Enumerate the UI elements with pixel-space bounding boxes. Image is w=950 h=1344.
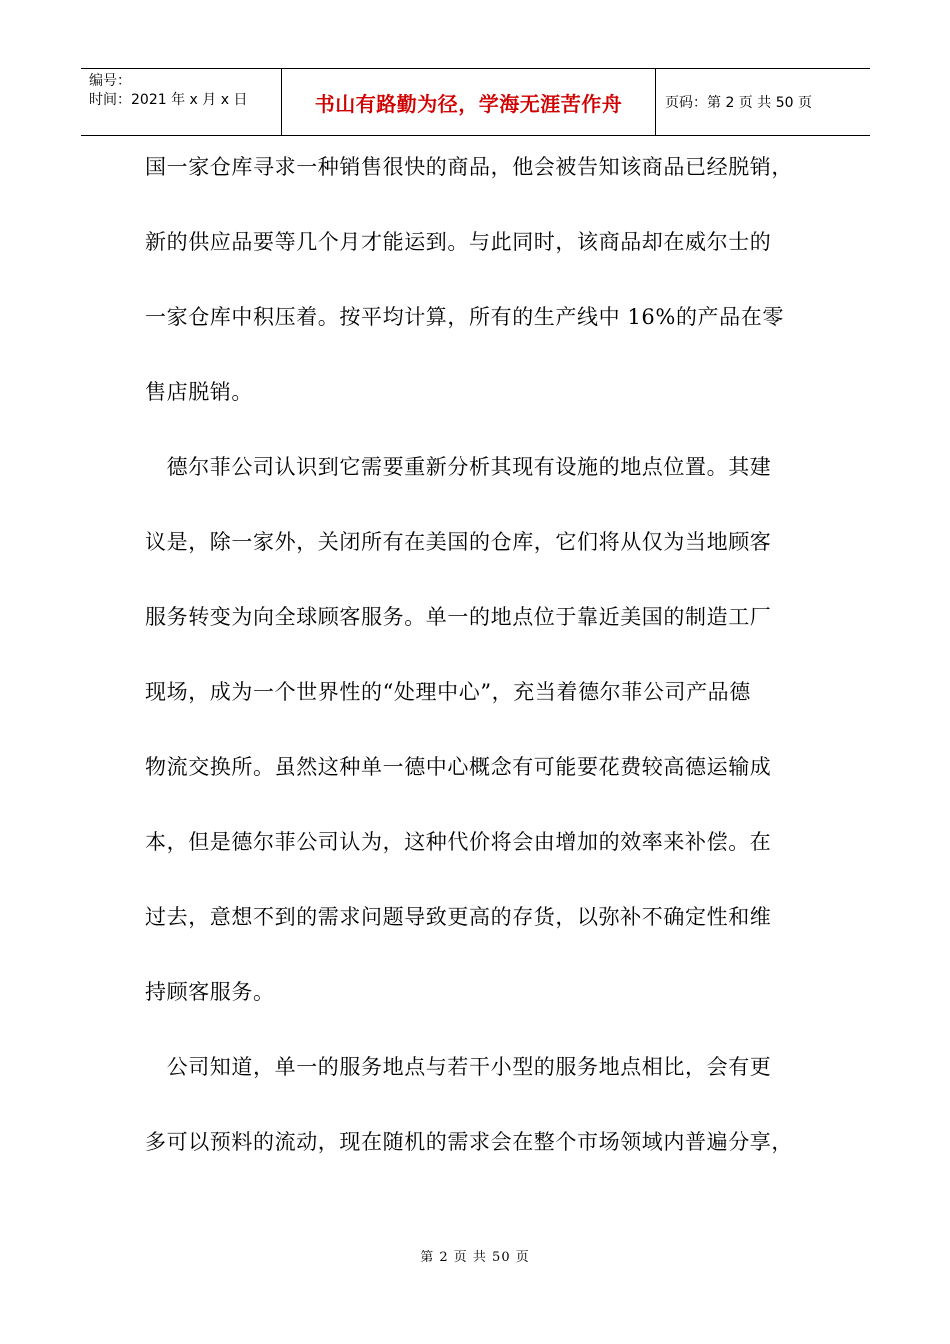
header-motto: 书山有路勤为径，学海无涯苦作舟 bbox=[281, 69, 656, 135]
body-line: 国一家仓库寻求一种销售很快的商品，他会被告知该商品已经脱销， bbox=[145, 155, 793, 179]
body-line: 现场，成为一个世界性的“处理中心”，充当着德尔菲公司产品德 bbox=[145, 680, 751, 704]
document-number-label: 编号： bbox=[89, 73, 131, 89]
body-line: 议是，除一家外，关闭所有在美国的仓库，它们将从仅为当地顾客 bbox=[145, 530, 772, 554]
body-line: 持顾客服务。 bbox=[145, 980, 275, 1004]
body-line: 售店脱销。 bbox=[145, 380, 253, 404]
body-line: 新的供应品要等几个月才能运到。与此同时，该商品却在威尔士的 bbox=[145, 230, 772, 254]
body-line: 一家仓库中积压着。按平均计算，所有的生产线中 16%的产品在零 bbox=[145, 305, 784, 329]
page-header bbox=[81, 68, 870, 136]
body-line: 过去，意想不到的需求问题导致更高的存货，以弥补不确定性和维 bbox=[145, 905, 772, 929]
header-page-info: 页码：第 2 页 共 50 页 bbox=[665, 95, 812, 111]
document-date: 时间：2021 年 x 月 x 日 bbox=[89, 92, 248, 108]
body-line: 物流交换所。虽然这种单一德中心概念有可能要花费较高德运输成 bbox=[145, 755, 772, 779]
page-footer: 第 2 页 共 50 页 bbox=[420, 1250, 530, 1265]
body-line: 公司知道，单一的服务地点与若干小型的服务地点相比，会有更 bbox=[145, 1055, 772, 1079]
body-line: 多可以预料的流动，现在随机的需求会在整个市场领域内普遍分享， bbox=[145, 1130, 793, 1154]
body-line: 服务转变为向全球顾客服务。单一的地点位于靠近美国的制造工厂 bbox=[145, 605, 772, 629]
body-line: 德尔菲公司认识到它需要重新分析其现有设施的地点位置。其建 bbox=[145, 455, 772, 479]
header-meta bbox=[81, 69, 281, 135]
body-line: 本，但是德尔菲公司认为，这种代价将会由增加的效率来补偿。在 bbox=[145, 830, 772, 854]
